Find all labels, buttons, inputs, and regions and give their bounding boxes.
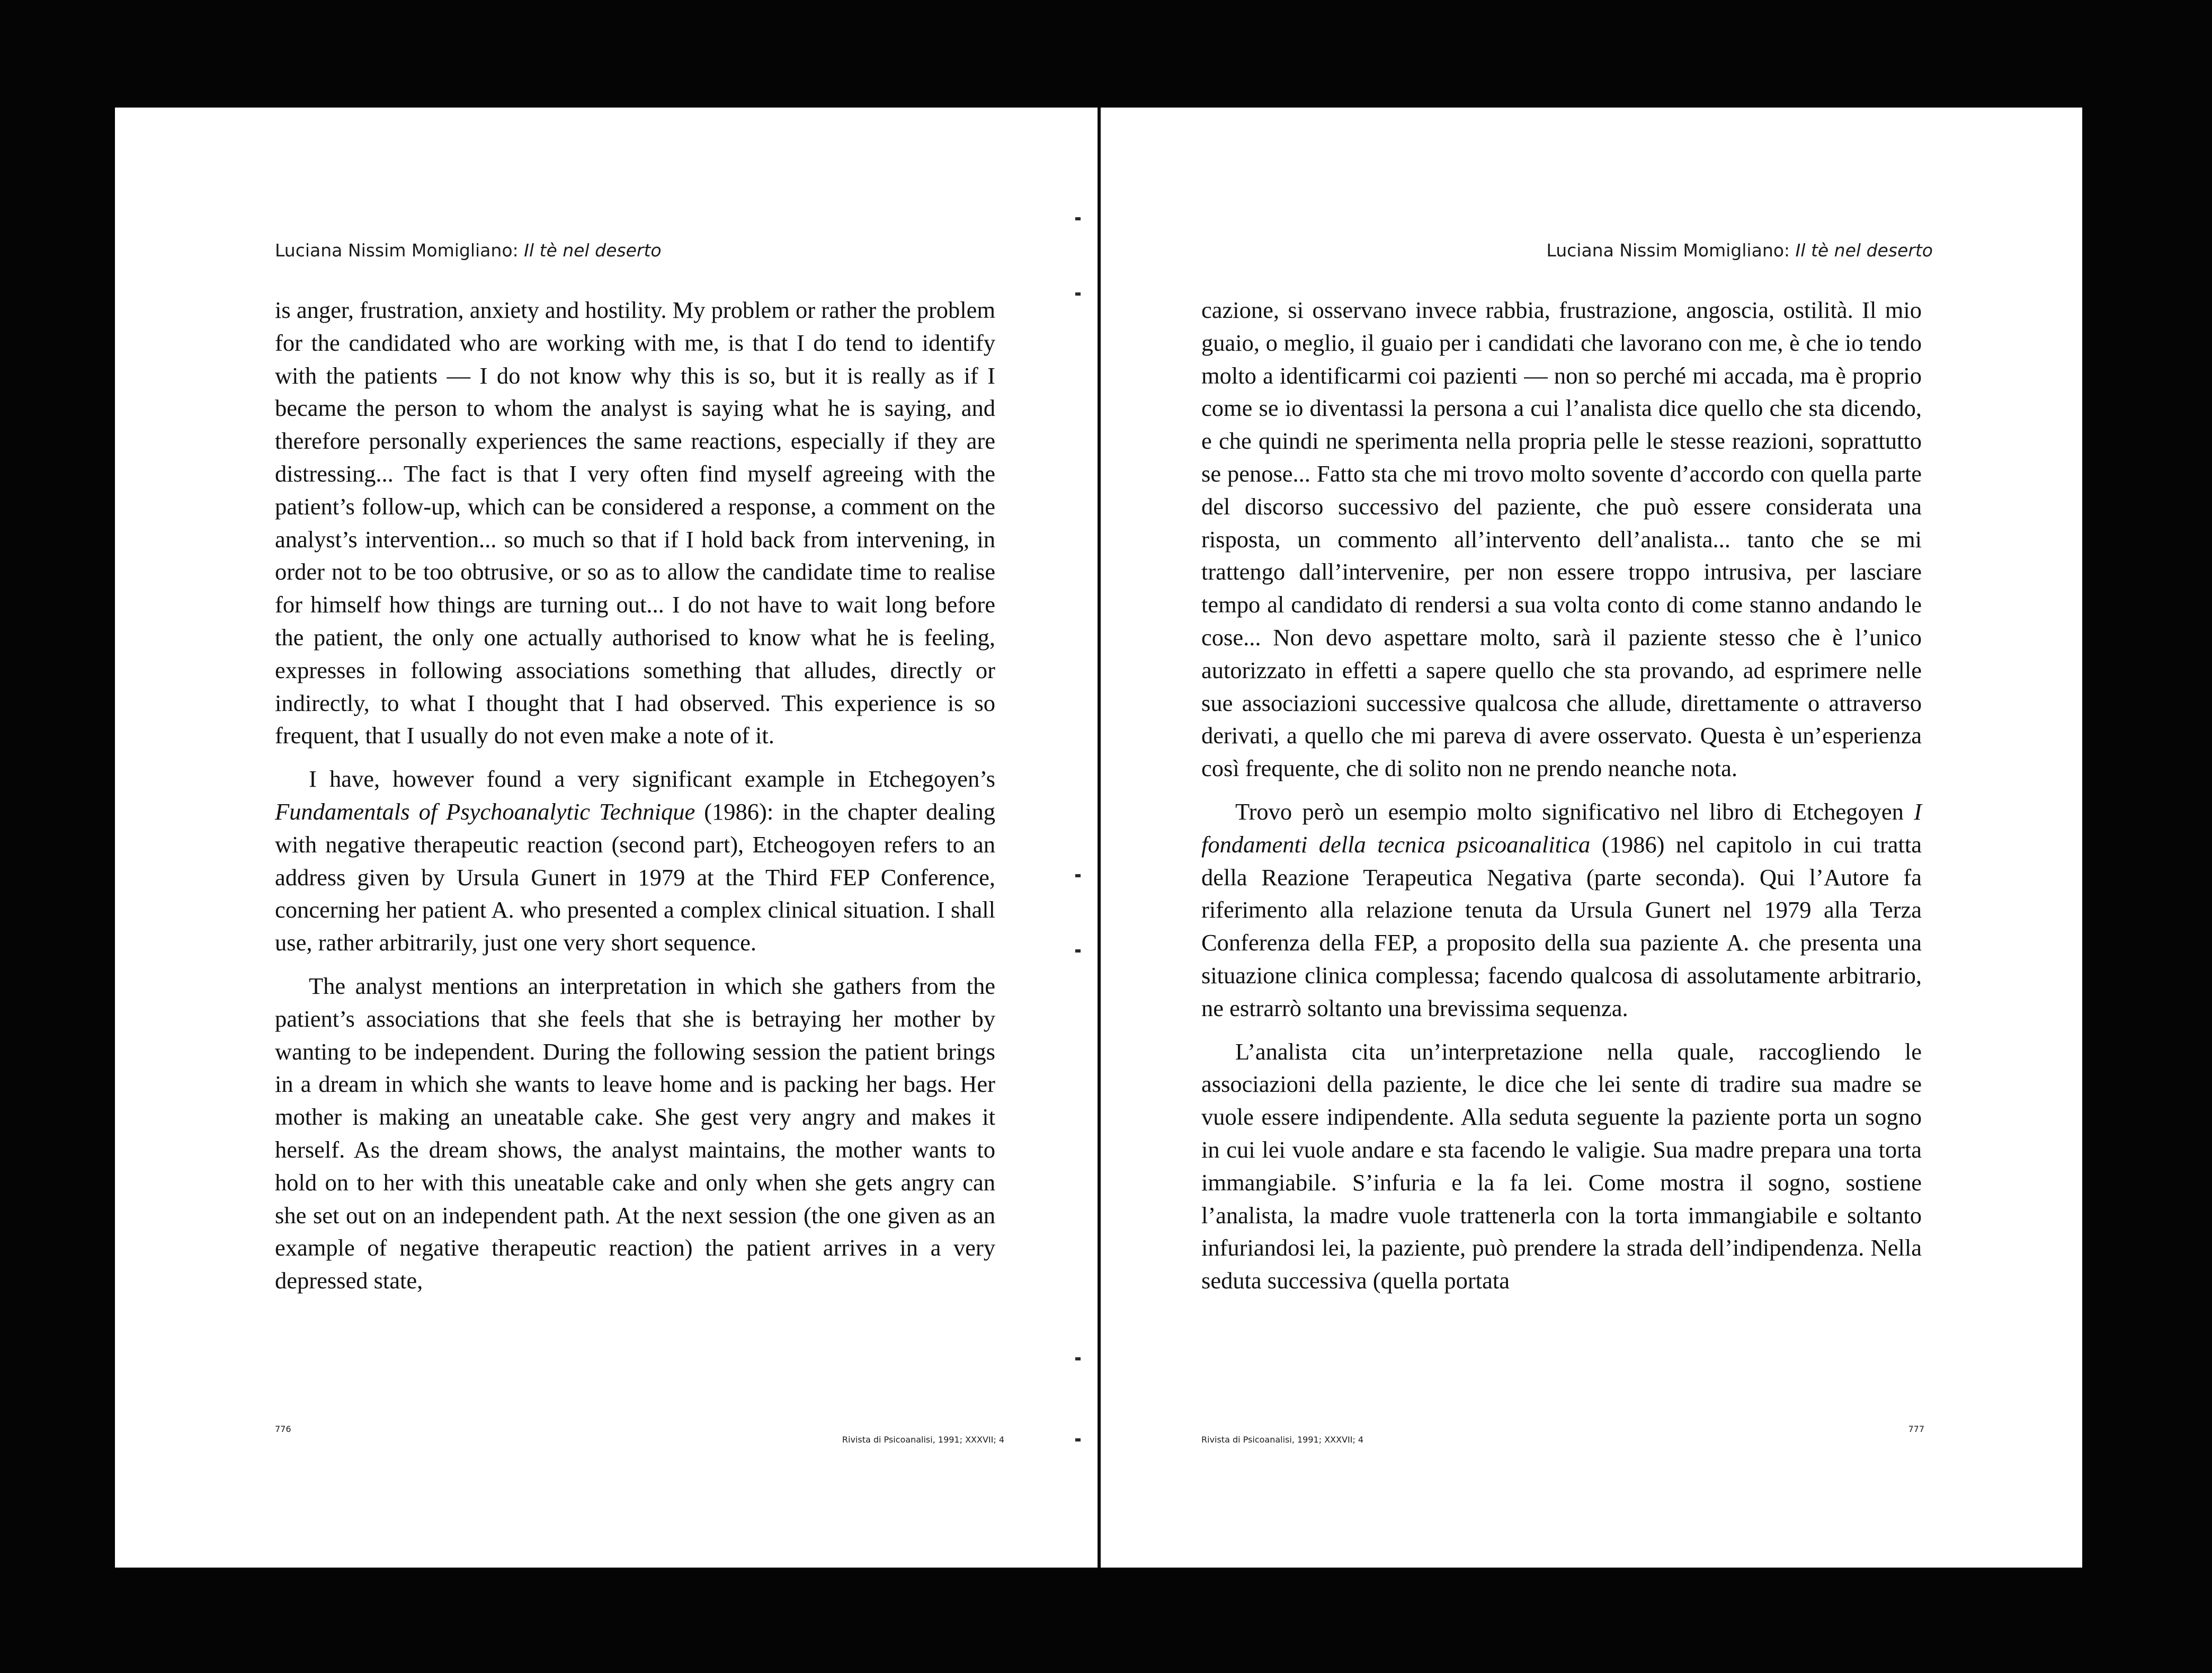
paragraph: is anger, frustration, anxiety and hostility. My problem or rather the problem for the candidated who are working with me, is that I do tend to identify with the patients — I do not know why this is so, but it is really as if I became the person to whom the analyst is saying what he is saying, and therefore personally experiences the same reactions, especially if they are distressing... The fact is that I very often find myself agreeing with the patient’s follow-up, which can be considered a response, a comment on the analyst’s intervention... so much so that if I hold back from intervening, in order not to be too obtrusive, or so as to allow the candidate time to realise for himself how things are turning out... I do not have to wait long before the patient, the only one actually authorised to know what he is feeling, expresses in following associations something that alludes, directly or indirectly, to what I thought that I had observed. This experience is so frequent, that I usually do not even make a note of it. (275, 297, 995, 749)
body-text (1201, 294, 1922, 1297)
binding-mark (1075, 1438, 1081, 1441)
paragraph: L’analista cita un’interpretazione nella quale, raccogliendo le associazioni della paziente, le dice che lei sente di tradire sua madre se vuole essere indipendente. Alla seduta seguente la paziente porta un sogno in cui lei vuole andare e sta facendo le valigie. Sua madre prepara una torta immangiabile. S’infuria e la fa lei. Come mostra il sogno, sostiene l’analista, la madre vuole trattenerla con la torta immangiabile e soltanto infuriandosi lei, la paziente, può prendere la strada dell’indipendenza. Nella seduta successiva (quella portata (1201, 1038, 1922, 1294)
running-head-title: Il tè nel deserto (1795, 240, 1933, 261)
page-number: 777 (1908, 1424, 1924, 1434)
binding-mark (1075, 874, 1081, 877)
book-title: Fundamentals of Psychoanalytic Technique (275, 798, 695, 825)
binding-mark (1075, 949, 1081, 953)
paragraph-text: (1986) nel capitolo in cui tratta della Reazione Terapeutica Negativa (parte seconda). Qui l’Autore fa riferimento alla relazione tenuta da Ursula Gunert nel 1979 alla Terza Conferenza della FEP, a proposito della sua paziente A. che presenta una situazione clinica complessa; facendo qualcosa di assolutamente arbitrario, ne estrarrò soltanto una brevissima sequenza. (1201, 831, 1922, 1021)
binding-mark (1075, 292, 1081, 296)
running-head-author: Luciana Nissim Momigliano: (1546, 240, 1790, 261)
paragraph (275, 763, 995, 959)
left-page (115, 108, 1098, 1568)
paragraph: The analyst mentions an interpretation in which she gathers from the patient’s associations that she feels that she is betraying her mother by wanting to be independent. During the following session the patient brings in a dream in which she wants to leave home and is packing her bags. Her mother is making an uneatable cake. She gest very angry and makes it herself. As the dream shows, the analyst maintains, the mother wants to hold on to her with this uneatable cake and only when she gets angry can she set out on an independent path. At the next session (the one given as an example of negative therapeutic reaction) the patient arrives in a very depressed state, (275, 972, 995, 1294)
paragraph (1201, 796, 1922, 1025)
binding-mark (1075, 217, 1081, 220)
paragraph: cazione, si osservano invece rabbia, frustrazione, angoscia, ostilità. Il mio guaio, o meglio, il guaio per i candidati che lavorano con me, è che io tendo molto a identificarmi coi pazienti — non so perché mi accada, ma è proprio come se io diventassi la persona a cui l’analista dice quello che sta dicendo, e che quindi ne sperimenta nella propria pelle le stesse reazioni, soprattutto se penose... Fatto sta che mi trovo molto sovente d’accordo con quella parte del discorso successivo del paziente, che può essere considerata una risposta, un commento all’intervento dell’analista... tanto che se mi trattengo dall’intervenire, per non essere troppo intrusiva, per lasciare tempo al candidato di rendersi a sua volta conto di come stanno andando le cose... Non devo aspettare molto, sarà il paziente stesso che è l’unico autorizzato in effetti a sapere quello che sta provando, ad esprimere nelle sue associazioni successive qualcosa che allude, direttamente o attraverso derivati, a quello che mi pareva di avere osservato. Questa è un’esperienza così frequente, che di solito non ne prendo neanche nota. (1201, 297, 1922, 782)
right-page (1101, 108, 2082, 1568)
book-title: I fondamenti della tecnica psicoanalitica (1201, 798, 1922, 858)
journal-citation: Rivista di Psicoanalisi, 1991; XXXVII; 4 (842, 1435, 1004, 1445)
page-number: 776 (275, 1424, 291, 1434)
running-head (1546, 240, 1933, 261)
paragraph-text: (1986): in the chapter dealing with negative therapeutic reaction (second part), Etcheogoyen refers to an address given by Ursula Gunert in 1979 at the Third FEP Conference, concerning her patient A. who presented a complex clinical situation. I shall use, rather arbitrarily, just one very short sequence. (275, 798, 995, 956)
running-head-title: Il tè nel deserto (524, 240, 662, 261)
running-head (275, 240, 662, 261)
paragraph-text: I have, however found a very significant example in Etchegoyen’s (309, 766, 995, 793)
running-head-author: Luciana Nissim Momigliano: (275, 240, 519, 261)
journal-citation: Rivista di Psicoanalisi, 1991; XXXVII; 4 (1201, 1435, 1364, 1445)
body-text (275, 294, 995, 1297)
paragraph-text: Trovo però un esempio molto significativo nel libro di Etchegoyen (1235, 798, 1914, 825)
binding-mark (1075, 1357, 1081, 1360)
